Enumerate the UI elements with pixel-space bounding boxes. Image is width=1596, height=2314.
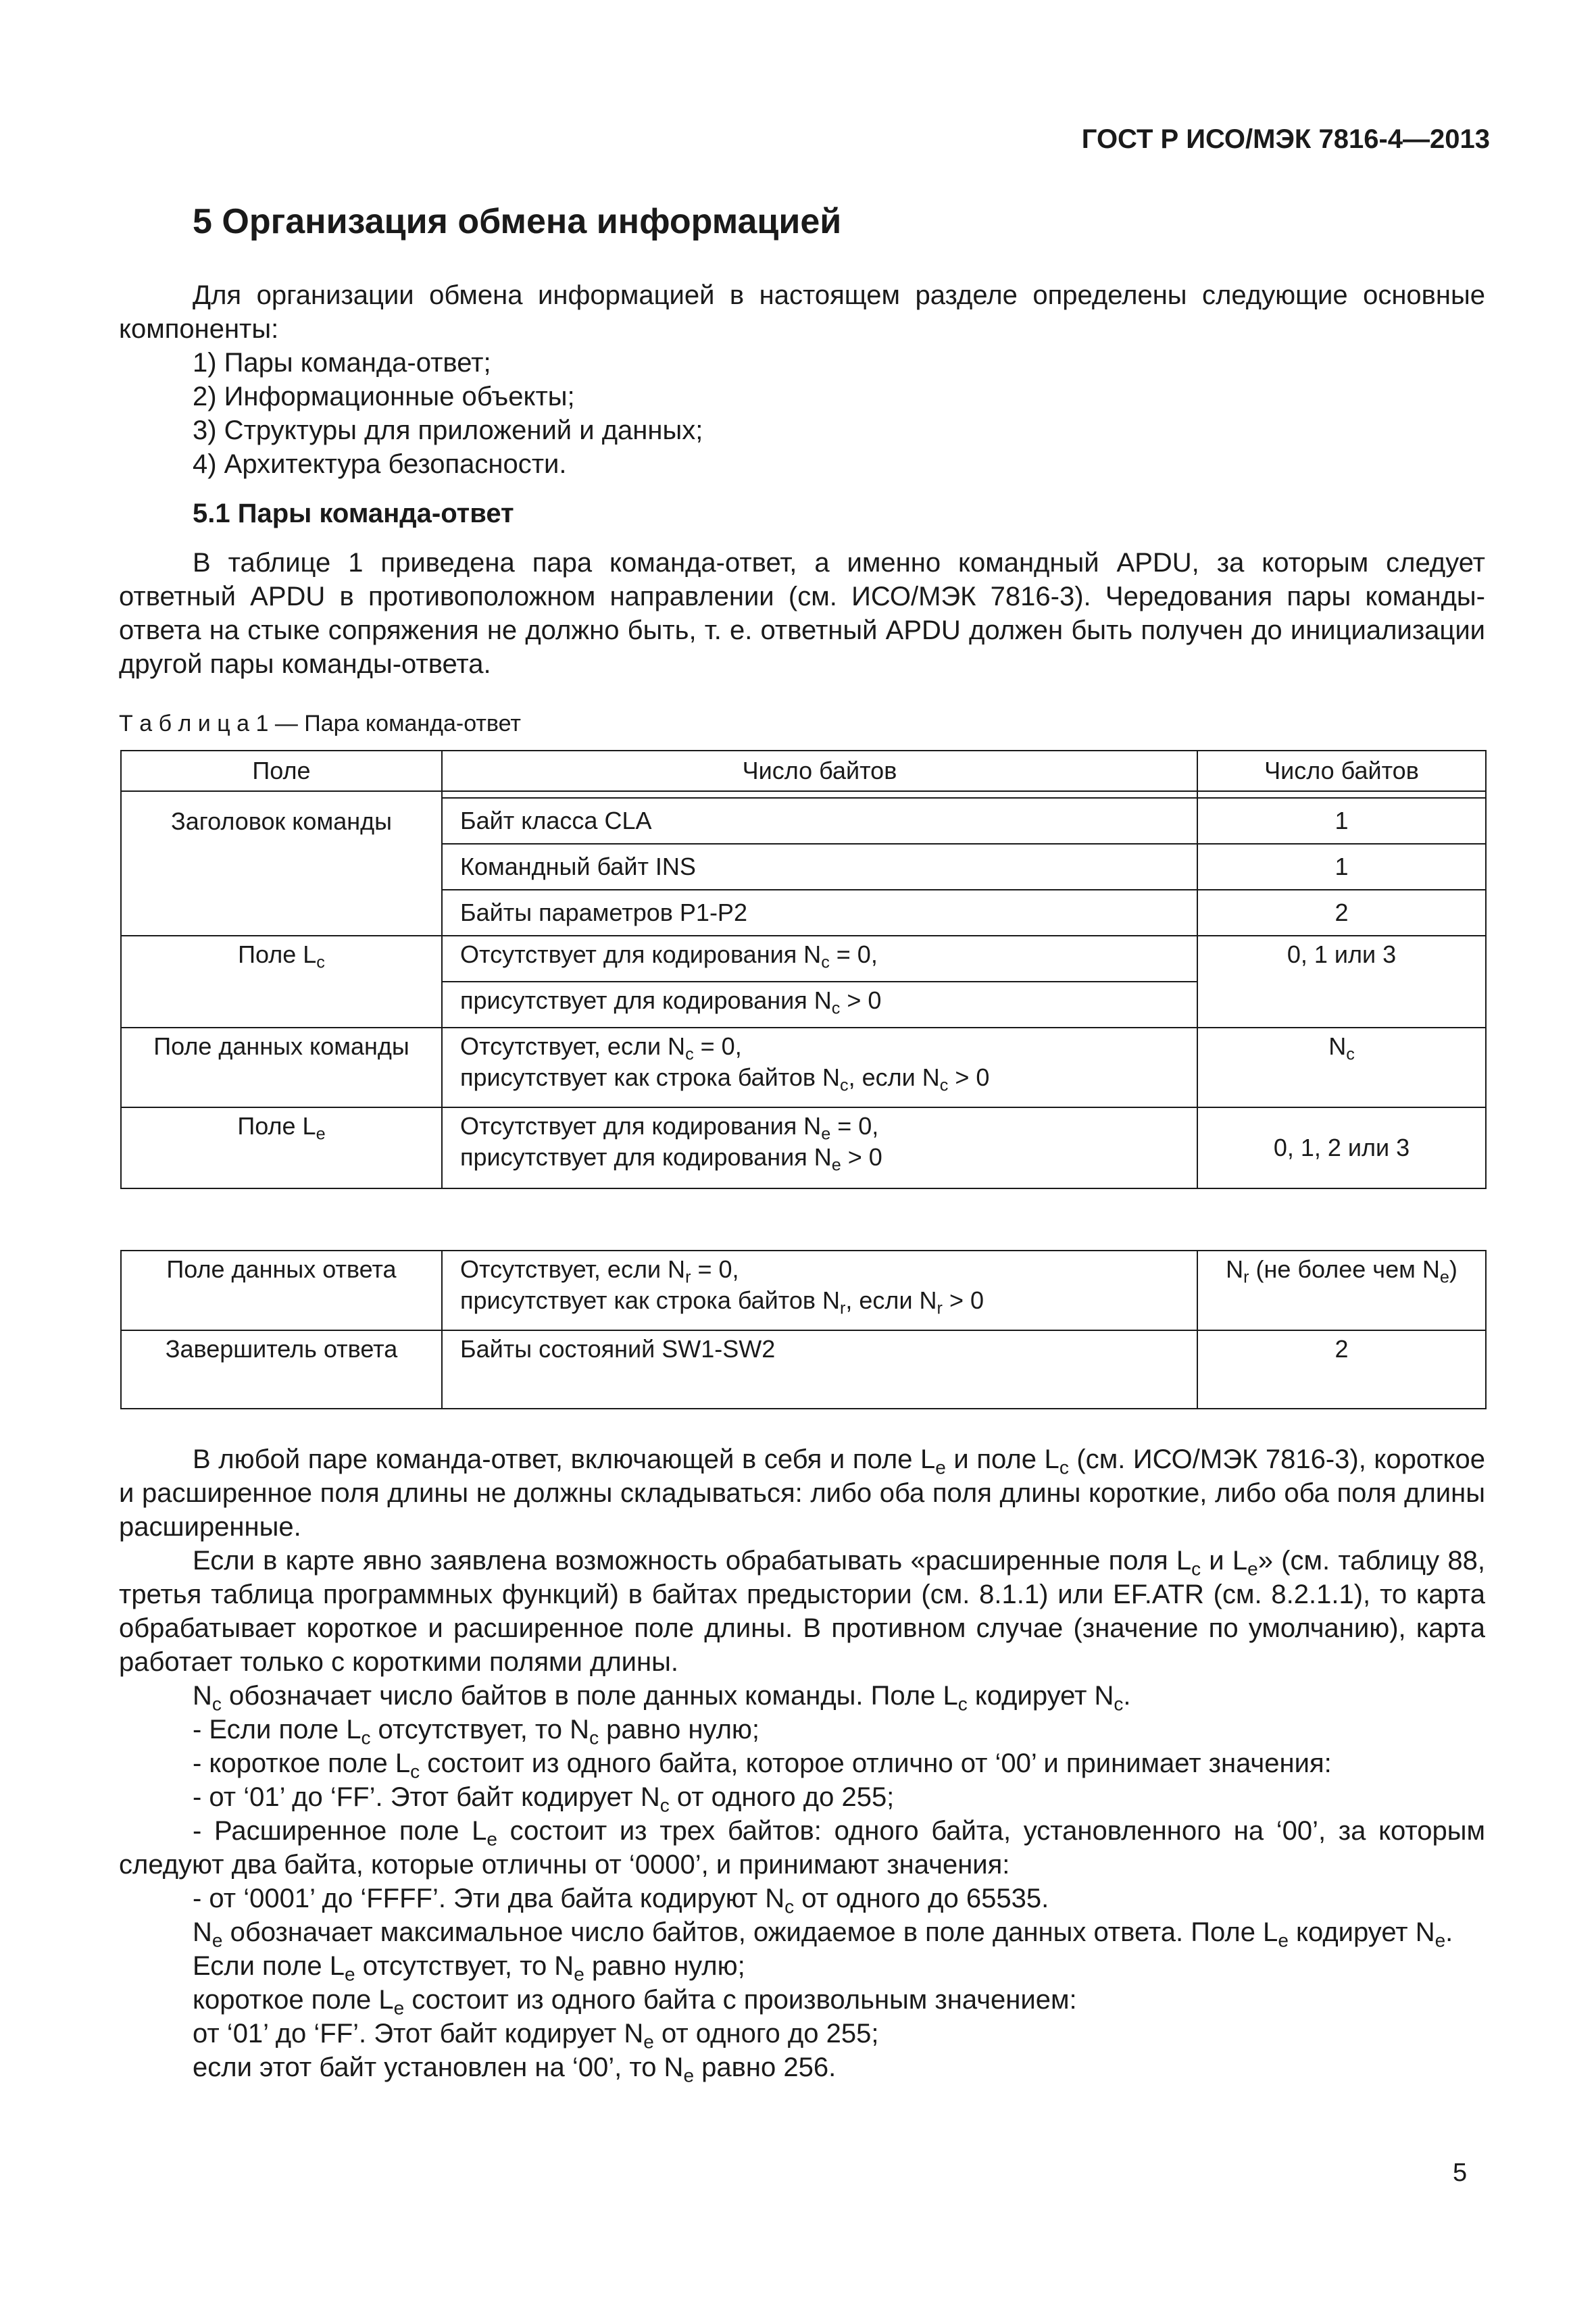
list-item: 4) Архитектура безопасности. — [193, 449, 567, 479]
cell-lc-count: 0, 1 или 3 — [1197, 936, 1486, 1028]
cell-lc-absent: Отсутствует для кодирования $N_c = 0$, — [442, 936, 1197, 982]
text-line: - от ‘01’ до ‘FF’. Этот байт кодирует $N_c$ от одного до 255; — [193, 1782, 895, 1816]
cell-p1p2: Байты параметров P1-P2 — [442, 890, 1197, 936]
table-row — [121, 1251, 1486, 1330]
cell-lc-present: присутствует для кодирования $N_c > 0$ — [442, 982, 1197, 1028]
text-line: - короткое поле $L_c$ состоит из одного байта, которое отлично от ‘00’ и принимает значения: — [193, 1749, 1332, 1782]
cell-response-data-desc: Отсутствует, если $N_r = 0$, присутствует как строка байтов $N_r$, если $N_r > 0$ — [442, 1251, 1197, 1330]
table-spacer-row — [121, 791, 1486, 798]
list-item: 3) Структуры для приложений и данных; — [193, 416, 703, 445]
cell-lc-field: Поле $L_c$ — [121, 936, 442, 1028]
paragraph-extended-fields: Если в карте явно заявлена возможность обрабатывать «расширенные поля $L_c$ и $L_e$» (см. таблицу 88, третья таблица программных функций) в байтах предыстории (см. 8.1.1) или EF.ATR (см. 8.2.1.1), то карта обрабатывает короткое и расширенное поле длины. В противном случае (значение по умолчанию), карта работает только с короткими полями длины. — [119, 1546, 1485, 1677]
text-line: $N_e$ обозначает максимальное число байтов, ожидаемое в поле данных ответа. Поле $L_e$ кодирует $N_e$. — [193, 1917, 1453, 1951]
cell-p1p2-count: 2 — [1197, 890, 1486, 936]
document-header: ГОСТ Р ИСО/МЭК 7816-4—2013 — [1081, 124, 1490, 154]
table-row — [121, 936, 1486, 982]
cell-command-data-count: $N_c$ — [1197, 1028, 1486, 1107]
intro-paragraph: Для организации обмена информацией в настоящем разделе определены следующие основные компоненты: — [119, 280, 1485, 344]
section-title: 5 Организация обмена информацией — [193, 202, 842, 241]
cell-ins-count: 1 — [1197, 844, 1486, 890]
subsection-title: 5.1 Пары команда-ответ — [193, 499, 514, 528]
table-caption: Т а б л и ц а 1 — Пара команда-ответ — [119, 711, 521, 736]
cell-command-data-field: Поле данных команды — [121, 1028, 442, 1107]
subsection-paragraph: В таблице 1 приведена пара команда-ответ, а именно командный APDU, за которым следует ответный APDU в противоположном направлении (см. ИСО/МЭК 7816-3). Чередования пары команды-ответа на стыке сопряжения не должно быть, т. е. ответный APDU должен быть получен до инициализации другой пары команды-ответа. — [119, 548, 1485, 679]
cell-trailer-desc: Байты состояний SW1-SW2 — [442, 1330, 1197, 1409]
header-bytes: Число байтов — [442, 751, 1197, 791]
cell-trailer-field: Завершитель ответа — [121, 1330, 442, 1409]
text-line: - от ‘0001’ до ‘FFFF’. Эти два байта кодируют $N_c$ от одного до 65535. — [193, 1884, 1049, 1917]
cell-le-count: 0, 1, 2 или 3 — [1197, 1107, 1486, 1188]
cell-trailer-count: 2 — [1197, 1330, 1486, 1409]
command-response-table — [120, 750, 1487, 1189]
cell-response-data-count: $N_r$ (не более чем $N_e$) — [1197, 1251, 1486, 1330]
table-row — [121, 1330, 1486, 1409]
list-item: 2) Информационные объекты; — [193, 382, 575, 411]
paragraph-length-fields: В любой паре команда-ответ, включающей в себя и поле $L_e$ и поле $L_c$ (см. ИСО/МЭК 7816-3), короткое и расширенное поля длины не должны складываться: либо оба поля длины короткие, либо оба поля длины расширенные. — [119, 1444, 1485, 1542]
header-bytes-count: Число байтов — [1197, 751, 1486, 791]
list-item: 1) Пары команда-ответ; — [193, 348, 491, 378]
text-line: - Если поле $L_c$ отсутствует, то $N_c$ равно нулю; — [193, 1715, 760, 1749]
paragraph-extended-lc: - Расширенное поле $L_e$ состоит из трех байтов: одного байта, установленного на ‘00’, за которым следуют два байта, которые отличны от ‘0000’, и принимают значения: — [119, 1816, 1485, 1880]
cell-le-desc: Отсутствует для кодирования $N_e = 0$, присутствует для кодирования $N_e > 0$ — [442, 1107, 1197, 1188]
header-field: Поле — [121, 751, 442, 791]
cell-ins: Командный байт INS — [442, 844, 1197, 890]
table-row — [121, 1028, 1486, 1107]
cell-le-field: Поле $L_e$ — [121, 1107, 442, 1188]
table-row — [121, 798, 1486, 844]
response-table — [120, 1250, 1487, 1409]
cell-command-data-desc: Отсутствует, если $N_c = 0$, присутствует как строка байтов $N_c$, если $N_c > 0$ — [442, 1028, 1197, 1107]
cell-response-data-field: Поле данных ответа — [121, 1251, 442, 1330]
table-row — [121, 1107, 1486, 1188]
text-line: если этот байт установлен на ‘00’, то $N_e$ равно 256. — [193, 2053, 837, 2086]
cell-cla-count: 1 — [1197, 798, 1486, 844]
text-line: короткое поле $L_e$ состоит из одного байта с произвольным значением: — [193, 1985, 1077, 2019]
text-line: от ‘01’ до ‘FF’. Этот байт кодирует $N_e$ от одного до 255; — [193, 2019, 879, 2053]
cell-command-header: Заголовок команды — [121, 798, 442, 936]
text-line: $N_c$ обозначает число байтов в поле данных команды. Поле $L_c$ кодирует $N_c$. — [193, 1681, 1131, 1715]
text-line: Если поле $L_e$ отсутствует, то $N_e$ равно нулю; — [193, 1951, 745, 1985]
cell-cla: Байт класса CLA — [442, 798, 1197, 844]
page-number: 5 — [1453, 2159, 1468, 2187]
table-header-row — [121, 751, 1486, 791]
